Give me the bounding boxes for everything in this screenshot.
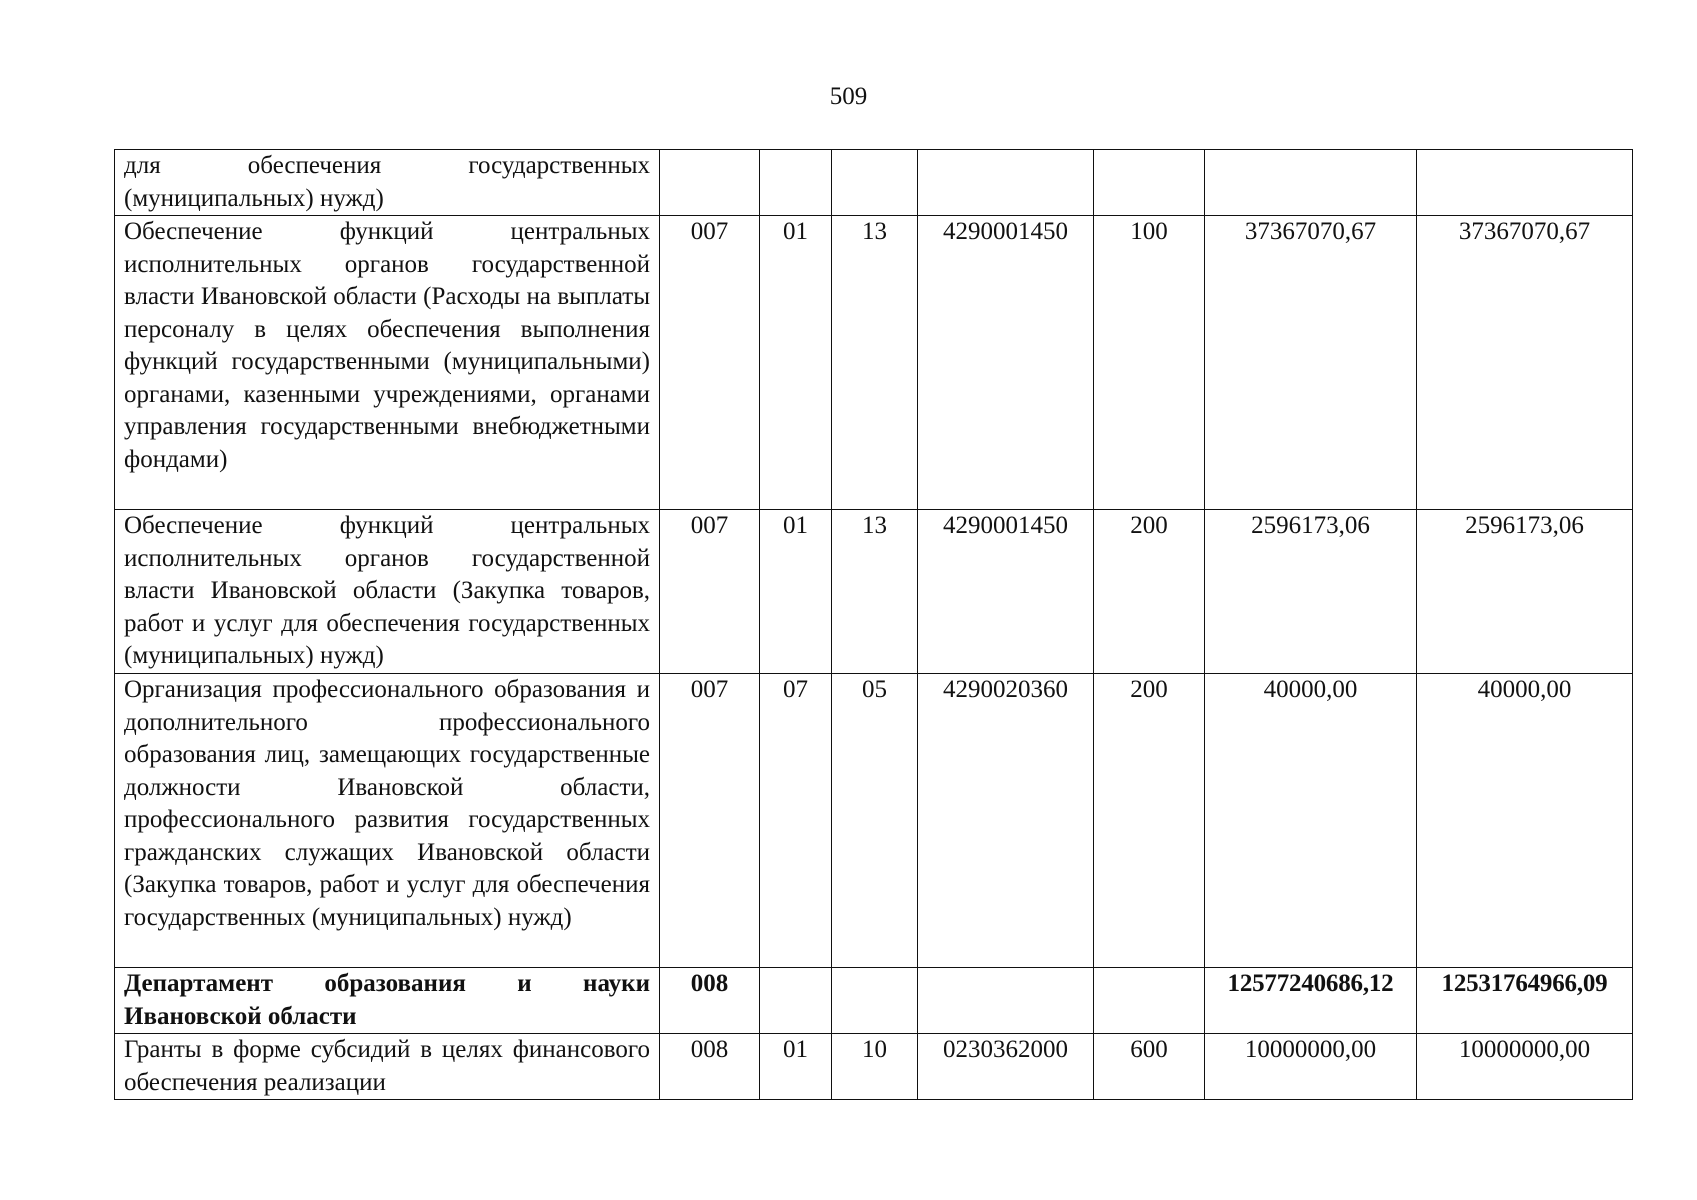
- page-number: 509: [829, 83, 868, 110]
- section-code-cell: 01: [760, 216, 832, 510]
- amount-year1-cell: 37367070,67: [1205, 216, 1417, 510]
- ministry-code-cell: [660, 150, 760, 216]
- target-code-cell: 0230362000: [918, 1034, 1094, 1100]
- ministry-code-cell: 007: [660, 510, 760, 674]
- subsection-code-cell: [832, 150, 918, 216]
- section-code-cell: 07: [760, 674, 832, 968]
- expense-name-cell: Обеспечение функций центральных исполнительных органов государственной власти Ивановской области (Закупка товаров, работ и услуг для обеспечения государственных (муниципальных) нужд): [115, 510, 660, 674]
- amount-year1-cell: [1205, 150, 1417, 216]
- target-code-cell: [918, 968, 1094, 1034]
- target-code-cell: 4290001450: [918, 510, 1094, 674]
- section-code-cell: [760, 968, 832, 1034]
- amount-year2-cell: 40000,00: [1417, 674, 1633, 968]
- expense-name-cell: Организация профессионального образования и дополнительного профессионального образования лиц, замещающих государственные должности Ивановской области, профессионального развития государственных гражданских служащих Ивановской области (Закупка товаров, работ и услуг для обеспечения государственных (муниципальных) нужд): [115, 674, 660, 968]
- amount-year2-cell: 10000000,00: [1417, 1034, 1633, 1100]
- expense-name-cell: Гранты в форме субсидий в целях финансового обеспечения реализации: [115, 1034, 660, 1100]
- ministry-code-cell: 007: [660, 674, 760, 968]
- amount-year1-cell: 40000,00: [1205, 674, 1417, 968]
- subsection-code-cell: 10: [832, 1034, 918, 1100]
- budget-table: [114, 149, 1633, 1100]
- target-code-cell: 4290001450: [918, 216, 1094, 510]
- expense-type-cell: [1094, 968, 1205, 1034]
- subsection-code-cell: 13: [832, 510, 918, 674]
- expense-type-cell: 200: [1094, 674, 1205, 968]
- table-row: [115, 216, 1633, 510]
- table-row: [115, 1034, 1633, 1100]
- amount-year2-cell: 2596173,06: [1417, 510, 1633, 674]
- amount-year2-cell: 12531764966,09: [1417, 968, 1633, 1034]
- expense-type-cell: [1094, 150, 1205, 216]
- subsection-code-cell: 13: [832, 216, 918, 510]
- expense-type-cell: 600: [1094, 1034, 1205, 1100]
- department-name-cell: Департамент образования и науки Ивановской области: [115, 968, 660, 1034]
- table-row: [115, 150, 1633, 216]
- table-row: [115, 674, 1633, 968]
- amount-year1-cell: 12577240686,12: [1205, 968, 1417, 1034]
- expense-name-cell: Обеспечение функций центральных исполнительных органов государственной власти Ивановской области (Расходы на выплаты персоналу в целях обеспечения выполнения функций государственными (муниципальными) органами, казенными учреждениями, органами управления государственными внебюджетными фондами): [115, 216, 660, 510]
- amount-year1-cell: 10000000,00: [1205, 1034, 1417, 1100]
- subsection-code-cell: 05: [832, 674, 918, 968]
- subsection-code-cell: [832, 968, 918, 1034]
- table-row-department: [115, 968, 1633, 1034]
- table-row: [115, 510, 1633, 674]
- ministry-code-cell: 007: [660, 216, 760, 510]
- section-code-cell: 01: [760, 1034, 832, 1100]
- amount-year2-cell: 37367070,67: [1417, 216, 1633, 510]
- expense-type-cell: 200: [1094, 510, 1205, 674]
- expense-name-cell: для обеспечения государственных (муниципальных) нужд): [115, 150, 660, 216]
- target-code-cell: 4290020360: [918, 674, 1094, 968]
- target-code-cell: [918, 150, 1094, 216]
- ministry-code-cell: 008: [660, 968, 760, 1034]
- section-code-cell: 01: [760, 510, 832, 674]
- ministry-code-cell: 008: [660, 1034, 760, 1100]
- amount-year2-cell: [1417, 150, 1633, 216]
- expense-type-cell: 100: [1094, 216, 1205, 510]
- amount-year1-cell: 2596173,06: [1205, 510, 1417, 674]
- section-code-cell: [760, 150, 832, 216]
